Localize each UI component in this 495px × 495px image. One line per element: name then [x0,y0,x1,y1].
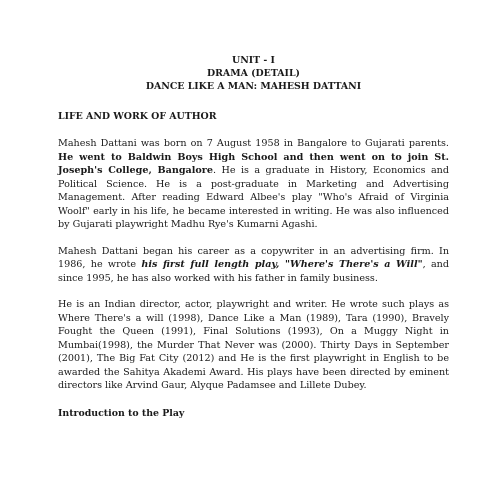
paragraph-text: He is an Indian director, actor, playwright and writer. He wrote such plays as Where There's a will (1998), Dance Like a Man (1989), Tara (1990), Bravely Fought the Queen (1991), Final Solutions (1993), On a Muggy Night in Mumbai(1998), the Murder That Never was (2000). Thirty Days in September (2001), The Big Fat City (2012) and He is the first playwright in English to be awarded the Sahitya Akademi Award. His plays have been directed by eminent directors like Arvind Gaur, Alyque Padamsee and Lillete Dubey. [58,299,449,391]
paragraph-text: , and since 1995, he has also worked with his father in family business. [58,259,450,284]
unit-label: UNIT - I [232,55,275,66]
career-paragraph [58,245,449,286]
document-heading [58,54,449,93]
section-title: LIFE AND WORK OF AUTHOR [58,111,217,122]
play-title: DANCE LIKE A MAN: MAHESH DATTANI [145,81,362,92]
paragraph-text: . He is a graduate in History, Economics and Political Science. He is a post-graduate in Marketing and Advertising Management. After reading Edward Albee's play "Who's Afraid of Virginia Woolf" early in his life, he became interested in writing. He was also influenced by Gujarati playwright Madhu Rye's Kumarni Agashi. [58,165,449,230]
paragraph-bold-text: He went to Baldwin Boys High School and then went on to join St. Joseph's College, Bangalore [58,151,449,176]
biography-paragraph [58,137,449,232]
subject-label: DRAMA (DETAIL) [207,68,300,79]
introduction-title: Introduction to the Play [58,407,185,419]
paragraph-text: Mahesh Dattani was born on 7 August 1958 in Bangalore to Gujarati parents. [58,138,449,149]
paragraph-text: Mahesh Dattani began his career as a copywriter in an advertising firm. In 1986, he wrote [58,245,449,270]
works-paragraph [58,298,449,393]
paragraph-bold-italic-text: his first full length play, "Where's There's a Will" [141,259,423,270]
